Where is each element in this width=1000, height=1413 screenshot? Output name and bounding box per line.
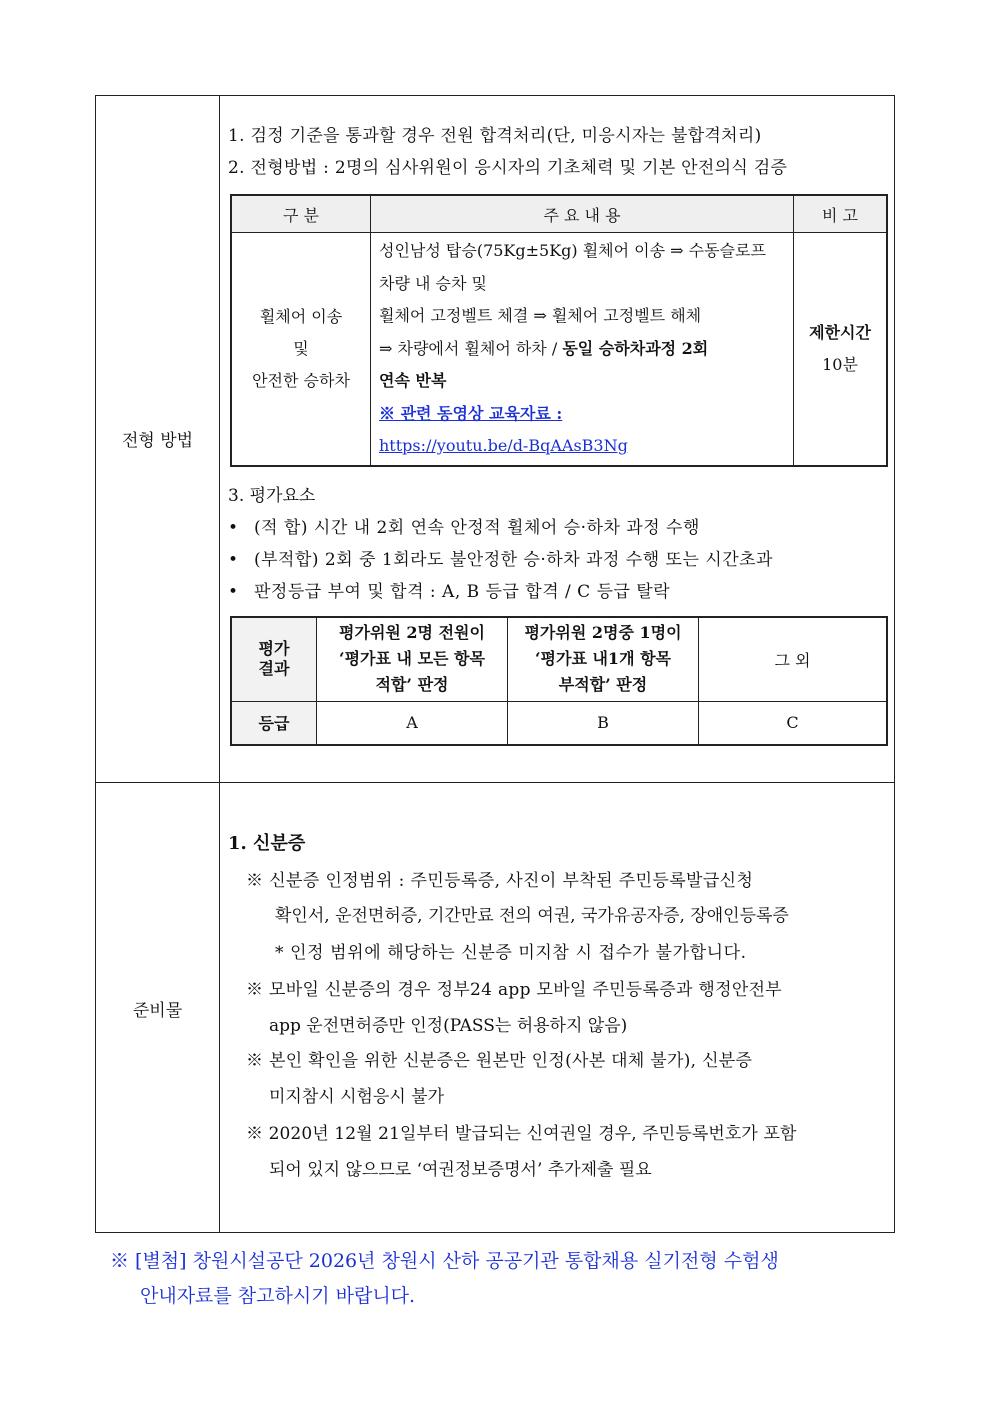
content-line	[379, 333, 785, 366]
method-label: 전형 방법	[121, 431, 194, 451]
grade-a: A	[317, 701, 508, 745]
grade-b: B	[508, 701, 699, 745]
prep-label: 준비물	[132, 1001, 183, 1021]
footer-note-line1: ※ [별첨] 창원시설공단 2026년 창원시 산하 공공기관 통합채용 실기전형 수험생	[110, 1250, 779, 1272]
bullet-icon: •	[228, 518, 239, 538]
prep-line: ※ 모바일 신분증의 경우 정부24 app 모바일 주민등록증과 행정안전부	[246, 980, 783, 1000]
header-content: 주 요 내 용	[371, 195, 794, 233]
eval-item: • (부적합) 2회 중 1회라도 불안정한 승·하차 과정 수행 또는 시간초과	[228, 550, 773, 570]
header-category: 구 분	[231, 195, 371, 233]
content-cell	[371, 233, 794, 466]
grade-col-c: 그 외	[699, 617, 888, 701]
prep-line: 되어 있지 않으므로 ‘여권정보증명서’ 추가제출 필요	[269, 1160, 652, 1180]
footer-note-line2: 안내자료를 참고하시기 바랍니다.	[140, 1285, 416, 1307]
wheelchair-test-table	[230, 194, 888, 467]
method-line-2: 2. 전형방법 : 2명의 심사위원이 응시자의 기초체력 및 기본 안전의식 검증	[228, 158, 788, 178]
grade-c: C	[699, 701, 888, 745]
content-text: ⇒ 차량에서 휠체어 하차 /	[379, 338, 563, 358]
header-remark: 비 고	[794, 195, 888, 233]
prep-line: ※ 2020년 12월 21일부터 발급되는 신여권일 경우, 주민등록번호가 포함	[246, 1124, 797, 1144]
category-line: 및	[293, 338, 309, 358]
grade-row1-label: 평가 결과	[231, 617, 317, 701]
remark-cell	[794, 233, 888, 466]
bullet-icon: •	[228, 550, 239, 570]
prep-line: * 인정 범위에 해당하는 신분증 미지참 시 접수가 불가합니다.	[275, 943, 747, 963]
prep-line: 미지참시 시험응시 불가	[269, 1087, 445, 1107]
prep-title: 1. 신분증	[228, 833, 306, 854]
category-line: 안전한 승하차	[252, 370, 350, 390]
grade-table	[230, 616, 888, 746]
bullet-icon: •	[228, 582, 239, 602]
eval-title: 3. 평가요소	[228, 486, 316, 506]
category-cell	[231, 233, 371, 466]
eval-item: • (적 합) 시간 내 2회 연속 안정적 휠체어 승·하차 과정 수행	[228, 518, 700, 538]
video-link[interactable]: https://youtu.be/d-BqAAsB3Ng	[379, 436, 628, 455]
eval-item: • 판정등급 부여 및 합격 : A, B 등급 합격 / C 등급 탈락	[228, 582, 671, 602]
content-bold-line: 연속 반복	[379, 371, 447, 390]
content-bold: 동일 승하차과정 2회	[562, 338, 709, 358]
grade-row2-label: 등급	[231, 701, 317, 745]
prep-line: 확인서, 운전면허증, 기간만료 전의 여권, 국가유공자증, 장애인등록증	[275, 906, 789, 926]
category-line: 휠체어 이송	[259, 306, 343, 326]
row-divider	[96, 782, 894, 783]
video-label: ※ 관련 동영상 교육자료 :	[379, 403, 563, 423]
content-line: 성인남성 탑승(75Kg±5Kg) 휠체어 이송 ⇒ 수동슬로프	[379, 241, 766, 260]
prep-line: app 운전면허증만 인정(PASS는 허용하지 않음)	[269, 1016, 628, 1036]
remark-line: 제한시간	[809, 322, 871, 342]
prep-line: ※ 본인 확인을 위한 신분증은 원본만 인정(사본 대체 불가), 신분증	[246, 1051, 753, 1071]
remark-line: 10분	[822, 354, 858, 374]
content-line: 차량 내 승차 및	[379, 273, 487, 293]
prep-line: ※ 신분증 인정범위 : 주민등록증, 사진이 부착된 주민등록발급신청	[246, 871, 754, 891]
content-line: 휠체어 고정벨트 체결 ⇒ 휠체어 고정벨트 해체	[379, 306, 702, 325]
column-divider	[219, 96, 220, 1232]
grade-col-b: 평가위원 2명중 1명이 ‘평가표 내1개 항목 부적합’ 판정	[508, 617, 699, 701]
grade-col-a: 평가위원 2명 전원이 ‘평가표 내 모든 항목 적합’ 판정	[317, 617, 508, 701]
method-line-1: 1. 검정 기준을 통과할 경우 전원 합격처리(단, 미응시자는 불합격처리)	[228, 126, 762, 146]
